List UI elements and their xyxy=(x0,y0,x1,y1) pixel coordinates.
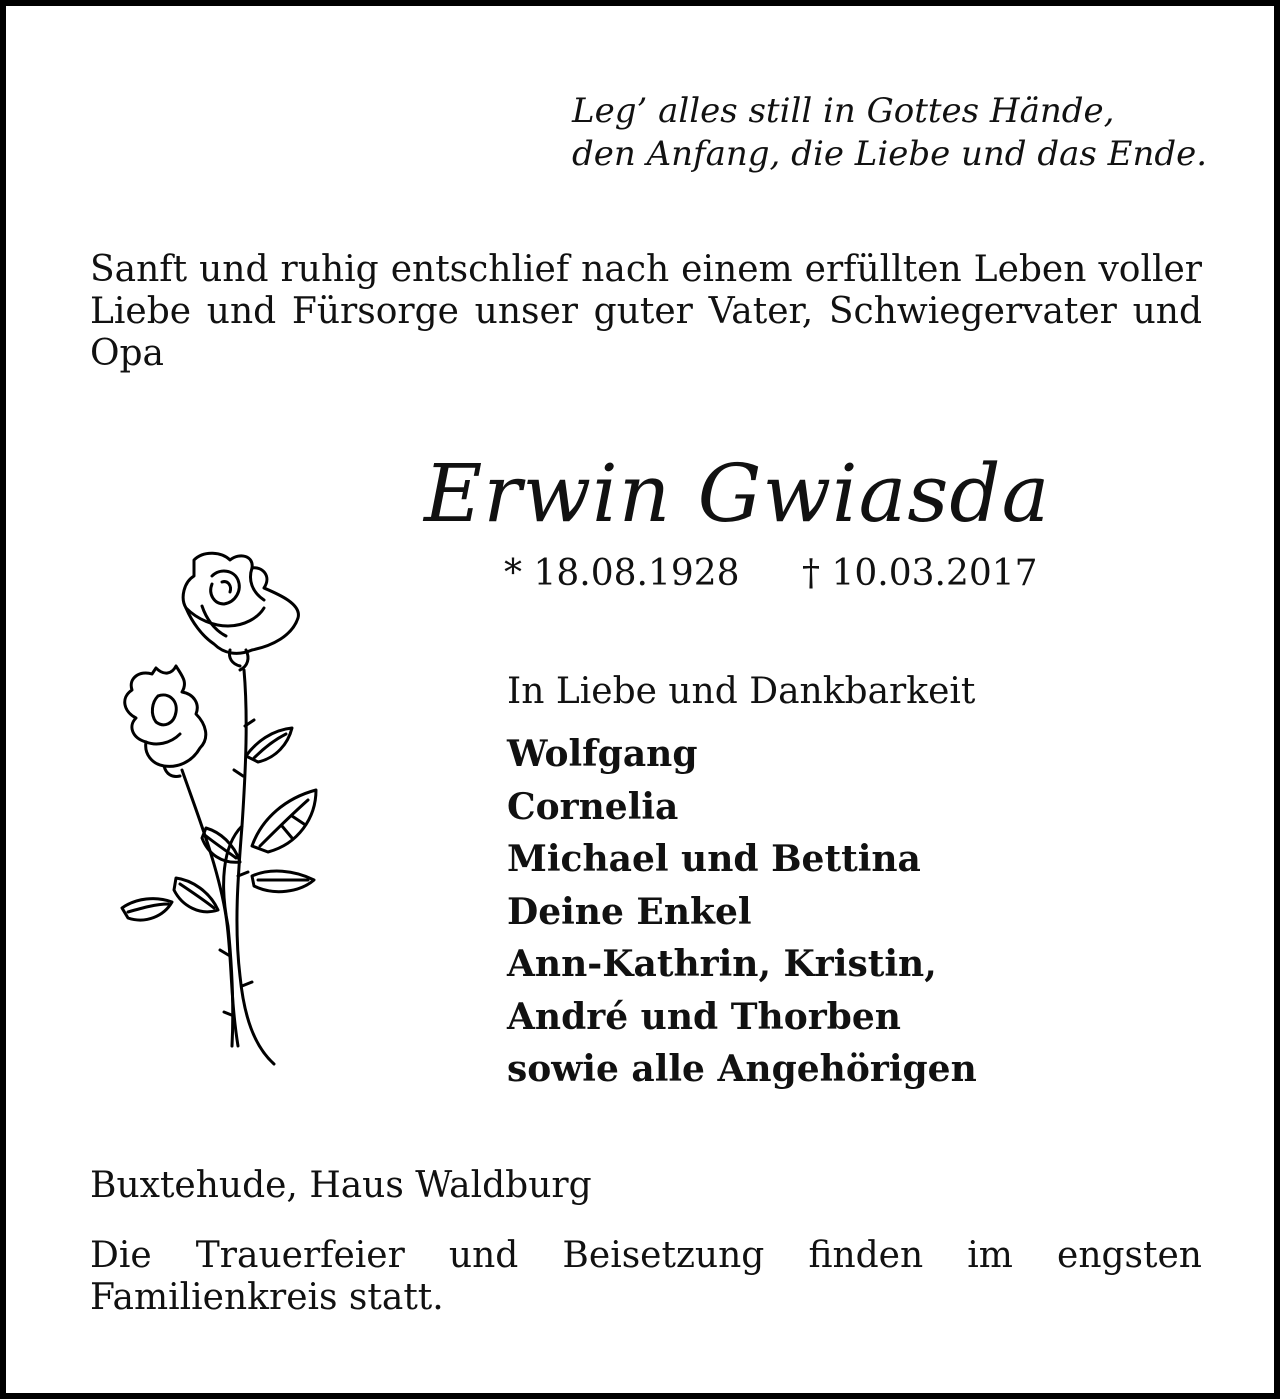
intro-text: Sanft und ruhig entschlief nach einem erfüllten Leben voller Liebe und Fürsorge unser guter Vater, Schwiegervater und Opa xyxy=(90,249,1202,374)
thanks-line: In Liebe und Dankbarkeit xyxy=(507,671,976,712)
list-item: sowie alle Angehörigen xyxy=(507,1048,977,1090)
list-item: Deine Enkel xyxy=(507,890,752,933)
mourners-list xyxy=(507,728,977,1096)
list-item: Wolfgang xyxy=(507,733,698,775)
list-item: Michael und Bettina xyxy=(507,838,921,880)
deceased-name: Erwin Gwiasda xyxy=(424,447,1051,540)
quote-line-1: Leg’ alles still in Gottes Hände, xyxy=(572,91,1115,131)
birth-date: * 18.08.1928 xyxy=(504,553,740,594)
list-item: Cornelia xyxy=(507,785,679,828)
epigraph-quote xyxy=(572,90,1207,176)
ceremony-note: Die Trauerfeier und Beisetzung finden im engsten Familienkreis statt. xyxy=(90,1235,1202,1318)
place-line: Buxtehude, Haus Waldburg xyxy=(90,1165,592,1206)
quote-line-2: den Anfang, die Liebe und das Ende. xyxy=(572,134,1208,174)
list-item: André und Thorben xyxy=(507,995,901,1038)
death-date: † 10.03.2017 xyxy=(802,553,1038,594)
list-item: Ann-Kathrin, Kristin, xyxy=(507,943,937,985)
rose-icon xyxy=(102,546,342,1066)
